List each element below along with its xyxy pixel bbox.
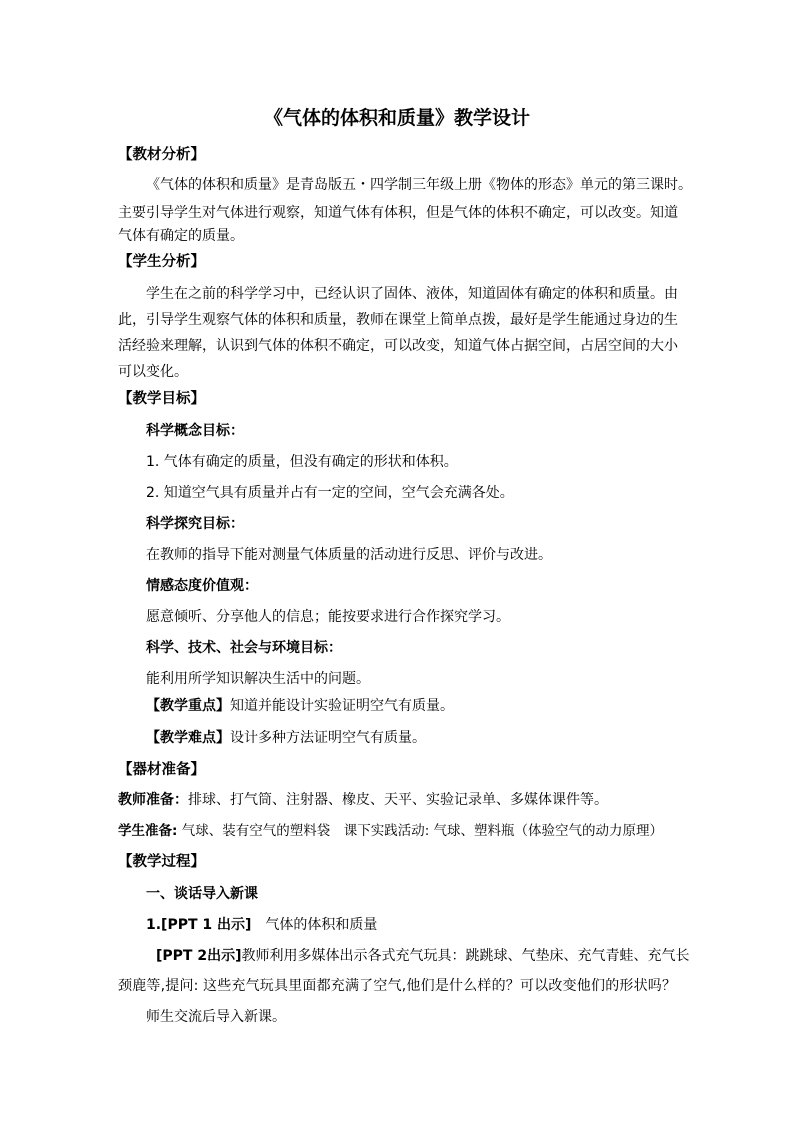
attitude-goal-title: 情感态度价值观： xyxy=(146,578,258,594)
teacher-preparation xyxy=(118,790,608,810)
section-heading-student: 【学生分析】 xyxy=(118,254,205,270)
ppt2-line-1 xyxy=(156,946,689,966)
teacher-prep-label: 教师准备： xyxy=(118,792,188,808)
student-paragraph-line-4: 可以变化。 xyxy=(118,364,188,380)
sts-goal-title: 科学、技术、社会与环境目标： xyxy=(146,640,342,656)
concept-goal-item-1: 1. 气体有确定的质量，但没有确定的形状和体积。 xyxy=(146,454,458,470)
student-preparation xyxy=(118,821,663,841)
ppt2-line-2: 颈鹿等,提问: 这些充气玩具里面都充满了空气,他们是什么样的？可以改变他们的形状吗？ xyxy=(118,978,676,994)
key-point-label: 【教学重点】 xyxy=(146,698,230,714)
concept-goal-item-2: 2. 知道空气具有质量并占有一定的空间，空气会充满各处。 xyxy=(146,485,514,501)
section-heading-equipment: 【器材准备】 xyxy=(118,762,205,778)
material-paragraph-line-1: 《气体的体积和质量》是青岛版五・四学制三年级上册《物体的形态》单元的第三课时。 xyxy=(146,177,692,193)
student-prep-text: 气球、装有空气的塑料袋 课下实践活动: 气球、塑料瓶（体验空气的动力原理） xyxy=(177,823,664,839)
section-heading-process: 【教学过程】 xyxy=(118,854,205,870)
concept-goal-title: 科学概念目标： xyxy=(146,423,244,439)
ppt1-label: 1.[PPT 1 出示] xyxy=(146,917,252,933)
material-paragraph-line-3: 气体有确定的质量。 xyxy=(118,228,244,244)
explore-goal-text: 在教师的指导下能对测量气体质量的活动进行反思、评价与改进。 xyxy=(146,547,552,563)
ppt2-label: [PPT 2出示] xyxy=(156,948,242,964)
sts-goal-text: 能利用所学知识解决生活中的问题。 xyxy=(146,671,370,687)
material-paragraph-line-2: 主要引导学生对气体进行观察，知道气体有体积，但是气体的体积不确定，可以改变。知道 xyxy=(118,205,678,221)
section-heading-goal: 【教学目标】 xyxy=(118,391,205,407)
process-step-1-title: 一、谈话导入新课 xyxy=(146,886,258,902)
teacher-prep-text: 排球、打气筒、注射器、橡皮、天平、实验记录单、多媒体课件等。 xyxy=(188,792,608,808)
ppt1-text: 气体的体积和质量 xyxy=(251,917,378,933)
section-heading-material: 【教材分析】 xyxy=(118,147,205,163)
student-paragraph-line-1: 学生在之前的科学学习中，已经认识了固体、液体，知道固体有确定的体积和质量。由 xyxy=(146,286,678,302)
student-paragraph-line-3: 活经验来理解，认识到气体的体积不确定，可以改变，知道气体占据空间，占居空间的大小 xyxy=(118,338,678,354)
ppt2-text: 教师利用多媒体出示各式充气玩具：跳跳球、气垫床、充气青蛙、充气长 xyxy=(241,948,690,964)
document-title: 《气体的体积和质量》教学设计 xyxy=(263,107,530,129)
difficulty-text: 设计多种方法证明空气有质量。 xyxy=(230,730,426,746)
teaching-key-point xyxy=(146,696,454,716)
teaching-difficulty xyxy=(146,728,426,748)
student-prep-label: 学生准备: xyxy=(118,823,178,839)
attitude-goal-text: 愿意倾听、分享他人的信息；能按要求进行合作探究学习。 xyxy=(146,609,510,625)
student-paragraph-line-2: 此，引导学生观察气体的体积和质量，教师在课堂上简单点拨，最好是学生能通过身边的生 xyxy=(118,312,678,328)
explore-goal-title: 科学探究目标： xyxy=(146,516,244,532)
closing-line: 师生交流后导入新课。 xyxy=(146,1009,286,1025)
key-point-text: 知道并能设计实验证明空气有质量。 xyxy=(230,698,454,714)
ppt1-line xyxy=(146,915,377,935)
difficulty-label: 【教学难点】 xyxy=(146,730,230,746)
